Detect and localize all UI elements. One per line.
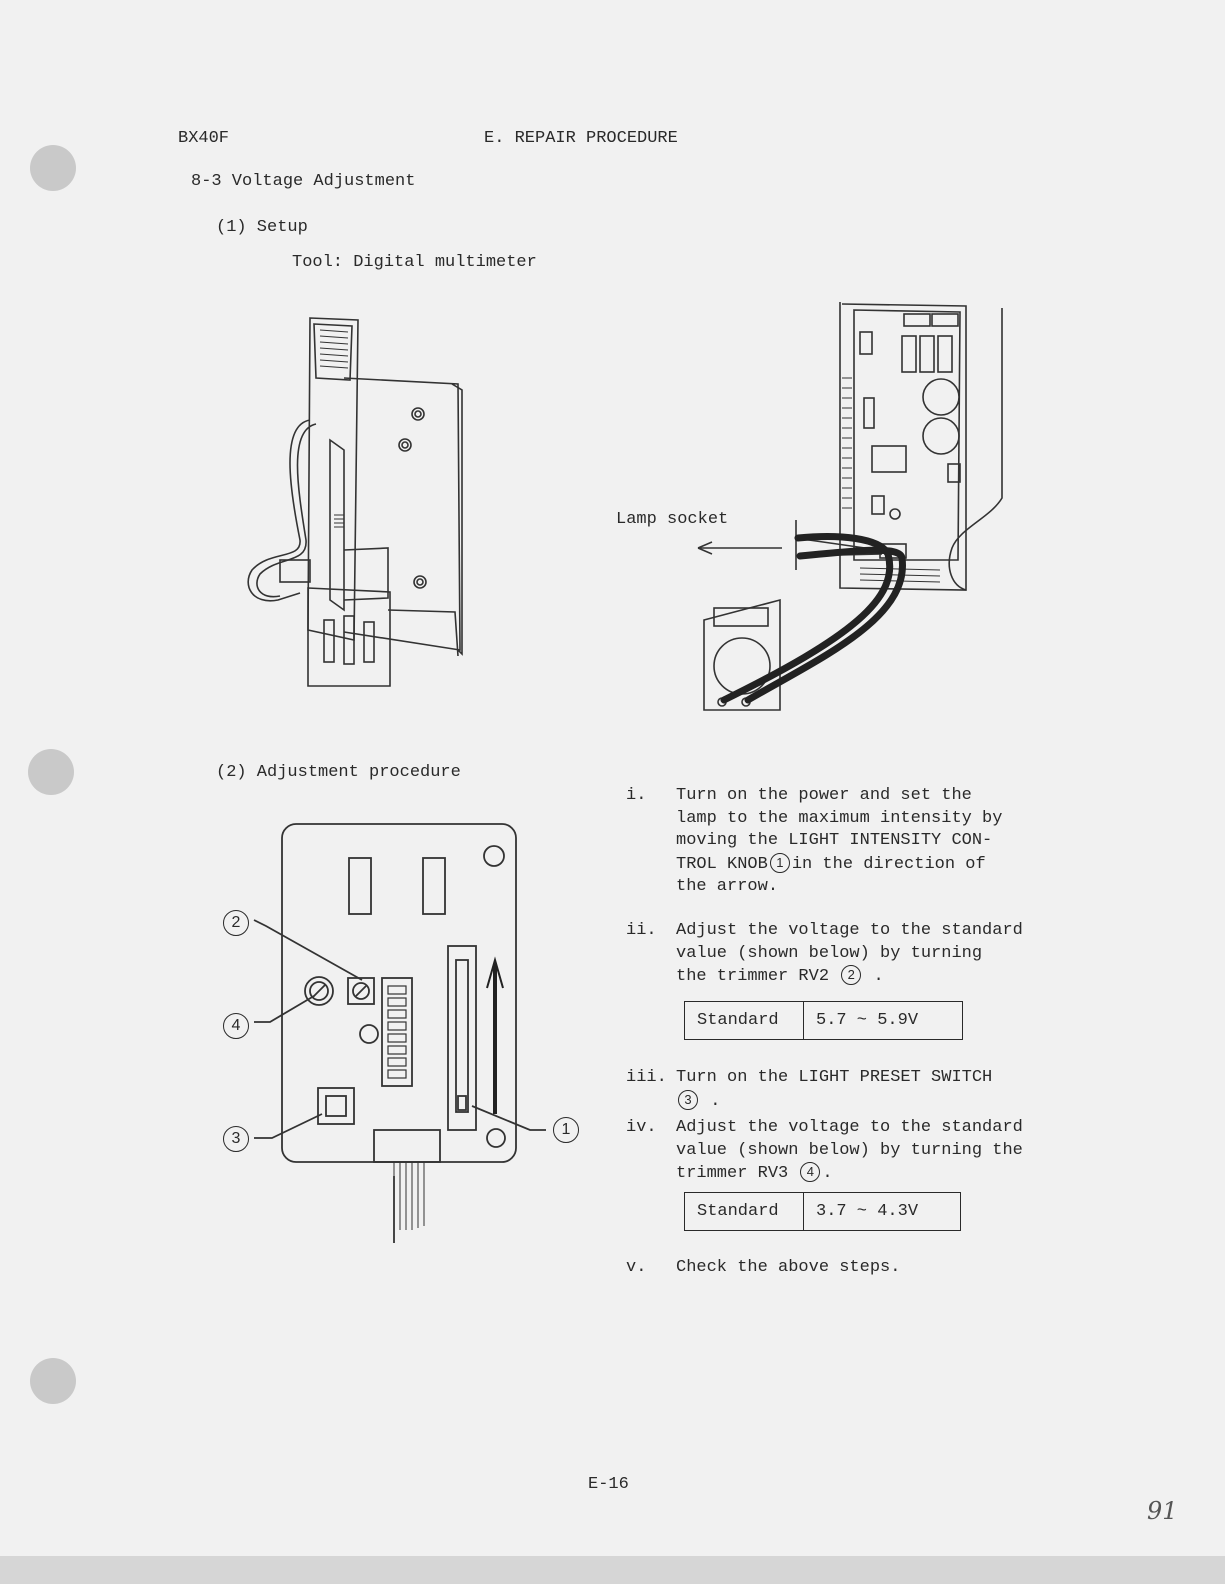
page-number: E-16 bbox=[588, 1475, 629, 1494]
scan-bottom-edge bbox=[0, 1556, 1225, 1584]
step-1-ref: 1 bbox=[770, 853, 790, 873]
step-5-text: Check the above steps. bbox=[676, 1258, 901, 1277]
standard-table-rv2 bbox=[684, 1001, 963, 1040]
binder-hole-top bbox=[30, 145, 76, 191]
callout-2: 2 bbox=[221, 910, 251, 936]
tool-line: Tool: Digital multimeter bbox=[292, 253, 537, 272]
setup-heading: (1) Setup bbox=[216, 218, 308, 237]
step-3-ref: 3 bbox=[678, 1090, 698, 1110]
standard-label: Standard bbox=[685, 1193, 804, 1231]
step-5-number: v. bbox=[626, 1258, 647, 1277]
step-4-ref: 4 bbox=[800, 1162, 820, 1182]
step-1-text: Turn on the power and set the lamp to the maximum intensity by moving the LIGHT INTENSITY CON- TROL KNOB 1 in the direction of the arrow. bbox=[676, 786, 1003, 897]
step-2-ref: 2 bbox=[841, 965, 861, 985]
step-2-number: ii. bbox=[626, 921, 657, 940]
step-2-text: Adjust the voltage to the standard value (shown below) by turning the trimmer RV2 2 . bbox=[676, 921, 1023, 987]
standard-label: Standard bbox=[685, 1002, 804, 1040]
procedure-heading: (2) Adjustment procedure bbox=[216, 763, 461, 782]
standard-value: 5.7 ~ 5.9V bbox=[804, 1002, 963, 1040]
handwritten-page-note: 91 bbox=[1147, 1497, 1178, 1525]
standard-table-rv3 bbox=[684, 1192, 961, 1231]
binder-hole-middle bbox=[28, 749, 74, 795]
step-3-number: iii. bbox=[626, 1068, 667, 1087]
callout-3: 3 bbox=[221, 1126, 251, 1152]
callout-1: 1 bbox=[551, 1117, 581, 1143]
page-title: 8-3 Voltage Adjustment bbox=[191, 172, 416, 191]
step-4-number: iv. bbox=[626, 1118, 657, 1137]
step-4-text: Adjust the voltage to the standard value (shown below) by turning the trimmer RV3 4 . bbox=[676, 1118, 1023, 1184]
model-label: BX40F bbox=[178, 129, 230, 148]
lamp-socket-label: Lamp socket bbox=[616, 510, 729, 529]
step-1-number: i. bbox=[626, 786, 647, 805]
step-3-text: Turn on the LIGHT PRESET SWITCH 3 . bbox=[676, 1068, 993, 1111]
binder-hole-bottom bbox=[30, 1358, 76, 1404]
multimeter-setup-illustration bbox=[690, 298, 1010, 723]
control-panel-illustration bbox=[214, 818, 584, 1253]
unit-side-illustration bbox=[240, 310, 470, 695]
standard-value: 3.7 ~ 4.3V bbox=[804, 1193, 961, 1231]
section-header: E. REPAIR PROCEDURE bbox=[484, 129, 678, 148]
callout-4: 4 bbox=[221, 1013, 251, 1039]
